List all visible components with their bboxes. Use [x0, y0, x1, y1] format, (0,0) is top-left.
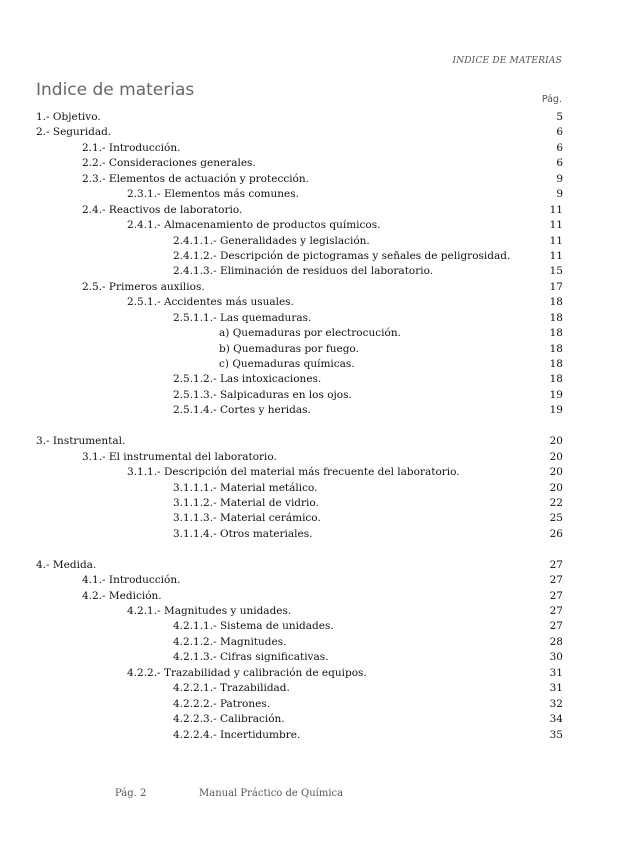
toc-entry-page: 11: [549, 203, 563, 216]
toc-entry-title: 4.- Medida.: [36, 558, 97, 571]
toc-entry[interactable]: [36, 326, 563, 341]
toc-entry[interactable]: [36, 712, 563, 727]
toc-entry-title: c) Quemaduras químicas.: [219, 358, 355, 370]
toc-entry[interactable]: [36, 604, 563, 619]
toc-entry-title: 2.4.1.1.- Generalidades y legislación.: [173, 234, 370, 247]
toc-entry[interactable]: [36, 666, 563, 681]
toc-entry[interactable]: [36, 218, 563, 233]
toc-entry-page: 18: [549, 342, 563, 355]
toc-entry-page: 20: [549, 466, 563, 479]
toc-entry[interactable]: [36, 465, 563, 480]
toc-entry[interactable]: [36, 681, 563, 696]
toc-entry-page: 18: [549, 311, 563, 324]
toc-entry-page: 26: [549, 527, 563, 540]
toc-entry-title: 2.3.- Elementos de actuación y protección.: [82, 172, 309, 185]
toc-entry[interactable]: [36, 187, 563, 202]
toc-entry-page: 11: [549, 219, 563, 232]
toc-entry-page: 27: [549, 589, 563, 602]
footer-page-number: Pág. 2: [115, 788, 147, 799]
toc-entry-page: 20: [549, 450, 563, 463]
toc-entry-page: 27: [549, 620, 563, 633]
toc-entry-title: 1.- Objetivo.: [36, 111, 101, 123]
toc-entry-page: 9: [556, 172, 563, 185]
toc-entry[interactable]: [36, 697, 563, 712]
toc-entry-title: 3.1.- El instrumental del laboratorio.: [82, 450, 277, 463]
toc-entry[interactable]: [36, 264, 563, 279]
toc-entry-page: 31: [549, 682, 563, 695]
toc-entry[interactable]: [36, 619, 563, 634]
toc-entry-page: 18: [549, 296, 563, 309]
page-column-label: Pág.: [541, 94, 562, 105]
toc-entry-title: 3.- Instrumental.: [36, 435, 126, 448]
toc-entry-title: 3.1.1.2.- Material de vidrio.: [173, 496, 319, 509]
page-title: Indice de materias: [36, 80, 195, 100]
toc-entry-title: 2.4.1.2.- Descripción de pictogramas y señales de peligrosidad.: [173, 249, 511, 262]
toc-entry-title: 4.2.2.4.- Incertidumbre.: [173, 728, 301, 741]
toc-entry-page: 9: [556, 188, 563, 201]
toc-entry-page: 6: [556, 141, 563, 154]
toc-entry-page: 18: [549, 358, 563, 370]
toc-entry[interactable]: [36, 357, 563, 372]
toc-entry[interactable]: [36, 403, 563, 418]
toc-entry[interactable]: [36, 203, 563, 218]
toc-entry-title: 2.1.- Introducción.: [82, 141, 181, 154]
toc-entry[interactable]: [36, 728, 563, 743]
toc-entry-page: 31: [549, 666, 563, 679]
toc-entry-page: 19: [549, 388, 563, 401]
toc-entry-page: 18: [549, 373, 563, 386]
toc-entry-title: 2.5.1.3.- Salpicaduras en los ojos.: [173, 388, 352, 401]
toc-entry[interactable]: [36, 589, 563, 604]
toc-entry-title: 2.4.1.3.- Eliminación de residuos del laboratorio.: [173, 265, 434, 278]
toc-entry-title: 4.2.1.2.- Magnitudes.: [173, 635, 287, 648]
toc-entry[interactable]: [36, 481, 563, 496]
section-spacer: [36, 419, 563, 434]
toc-entry-title: 2.5.1.- Accidentes más usuales.: [127, 296, 294, 309]
toc-entry-title: 2.5.- Primeros auxilios.: [82, 280, 205, 293]
toc-entry[interactable]: [36, 434, 563, 449]
toc-entry-title: 2.5.1.4.- Cortes y heridas.: [173, 404, 311, 417]
toc-entry-page: 27: [549, 558, 563, 571]
toc-entry-title: 4.1.- Introducción.: [82, 574, 181, 587]
toc-entry-title: 4.2.1.- Magnitudes y unidades.: [127, 605, 292, 617]
toc-entry-page: 15: [549, 265, 563, 278]
toc-entry[interactable]: [36, 234, 563, 249]
toc-entry-page: 34: [549, 713, 563, 726]
toc-entry[interactable]: [36, 527, 563, 542]
toc-entry[interactable]: [36, 635, 563, 650]
toc-entry[interactable]: [36, 311, 563, 326]
toc-entry-page: 20: [549, 481, 563, 494]
toc-entry-title: 4.2.1.3.- Cifras significativas.: [173, 651, 329, 664]
toc-entry-page: 30: [549, 651, 563, 664]
toc-entry-page: 27: [549, 574, 563, 587]
toc-entry-title: 3.1.1.1.- Material metálico.: [173, 481, 318, 494]
toc-entry-page: 5: [556, 111, 563, 123]
toc-entry-title: 4.2.2.2.- Patrones.: [173, 697, 271, 710]
toc-entry-page: 27: [549, 605, 563, 617]
toc-entry-page: 6: [556, 157, 563, 170]
toc-entry-page: 22: [549, 496, 563, 509]
toc-entry-title: 2.4.1.- Almacenamiento de productos químicos.: [127, 219, 381, 232]
toc-entry[interactable]: [36, 110, 563, 125]
toc-entry-title: 2.3.1.- Elementos más comunes.: [127, 188, 299, 201]
running-header: INDICE DE MATERIAS: [452, 56, 562, 66]
toc-entry-page: 11: [549, 249, 563, 262]
toc-entry-page: 32: [549, 697, 563, 710]
toc-entry-title: 2.4.- Reactivos de laboratorio.: [82, 203, 243, 216]
toc-entry-title: 2.- Seguridad.: [36, 126, 112, 139]
toc-entry-title: 3.1.1.- Descripción del material más frecuente del laboratorio.: [127, 466, 460, 479]
toc-entry[interactable]: [36, 172, 563, 187]
toc-entry-title: 3.1.1.4.- Otros materiales.: [173, 527, 313, 540]
section-spacer: [36, 542, 563, 557]
toc-entry-page: 35: [549, 728, 563, 741]
toc-entry[interactable]: [36, 125, 563, 140]
toc-entry[interactable]: [36, 141, 563, 156]
toc-entry-title: 3.1.1.3.- Material cerámico.: [173, 512, 321, 525]
toc-entry-title: 4.2.- Medición.: [82, 589, 162, 602]
toc-entry[interactable]: [36, 249, 563, 264]
toc-entry-title: 4.2.2.- Trazabilidad y calibración de equipos.: [127, 666, 367, 679]
toc-entry-title: 4.2.2.3.- Calibración.: [173, 713, 285, 726]
toc-entry[interactable]: [36, 573, 563, 588]
toc-entry[interactable]: [36, 650, 563, 665]
toc-entry-title: a) Quemaduras por electrocución.: [219, 327, 401, 340]
toc-entry[interactable]: [36, 388, 563, 403]
toc-entry-title: b) Quemaduras por fuego.: [219, 342, 359, 355]
toc-entry[interactable]: [36, 496, 563, 511]
toc-entry[interactable]: [36, 450, 563, 465]
toc-entry-title: 4.2.2.1.- Trazabilidad.: [173, 682, 290, 695]
toc-entry-page: 6: [556, 126, 563, 139]
toc-entry-page: 28: [549, 635, 563, 648]
toc-entry-page: 11: [549, 234, 563, 247]
toc-entry[interactable]: [36, 342, 563, 357]
footer-book-title: Manual Práctico de Química: [199, 788, 344, 799]
table-of-contents: [36, 110, 563, 743]
toc-entry-page: 17: [549, 280, 563, 293]
toc-entry-title: 2.2.- Consideraciones generales.: [82, 157, 256, 170]
toc-entry[interactable]: [36, 295, 563, 310]
toc-entry-title: 4.2.1.1.- Sistema de unidades.: [173, 620, 334, 633]
toc-entry[interactable]: [36, 156, 563, 171]
toc-entry-page: 19: [549, 404, 563, 417]
toc-entry-title: 2.5.1.2.- Las intoxicaciones.: [173, 373, 322, 386]
toc-entry-page: 25: [549, 512, 563, 525]
toc-entry-page: 20: [549, 435, 563, 448]
toc-entry[interactable]: [36, 511, 563, 526]
toc-entry-title: 2.5.1.1.- Las quemaduras.: [173, 311, 312, 324]
toc-entry[interactable]: [36, 372, 563, 387]
toc-entry[interactable]: [36, 558, 563, 573]
toc-entry-page: 18: [549, 327, 563, 340]
toc-entry[interactable]: [36, 280, 563, 295]
